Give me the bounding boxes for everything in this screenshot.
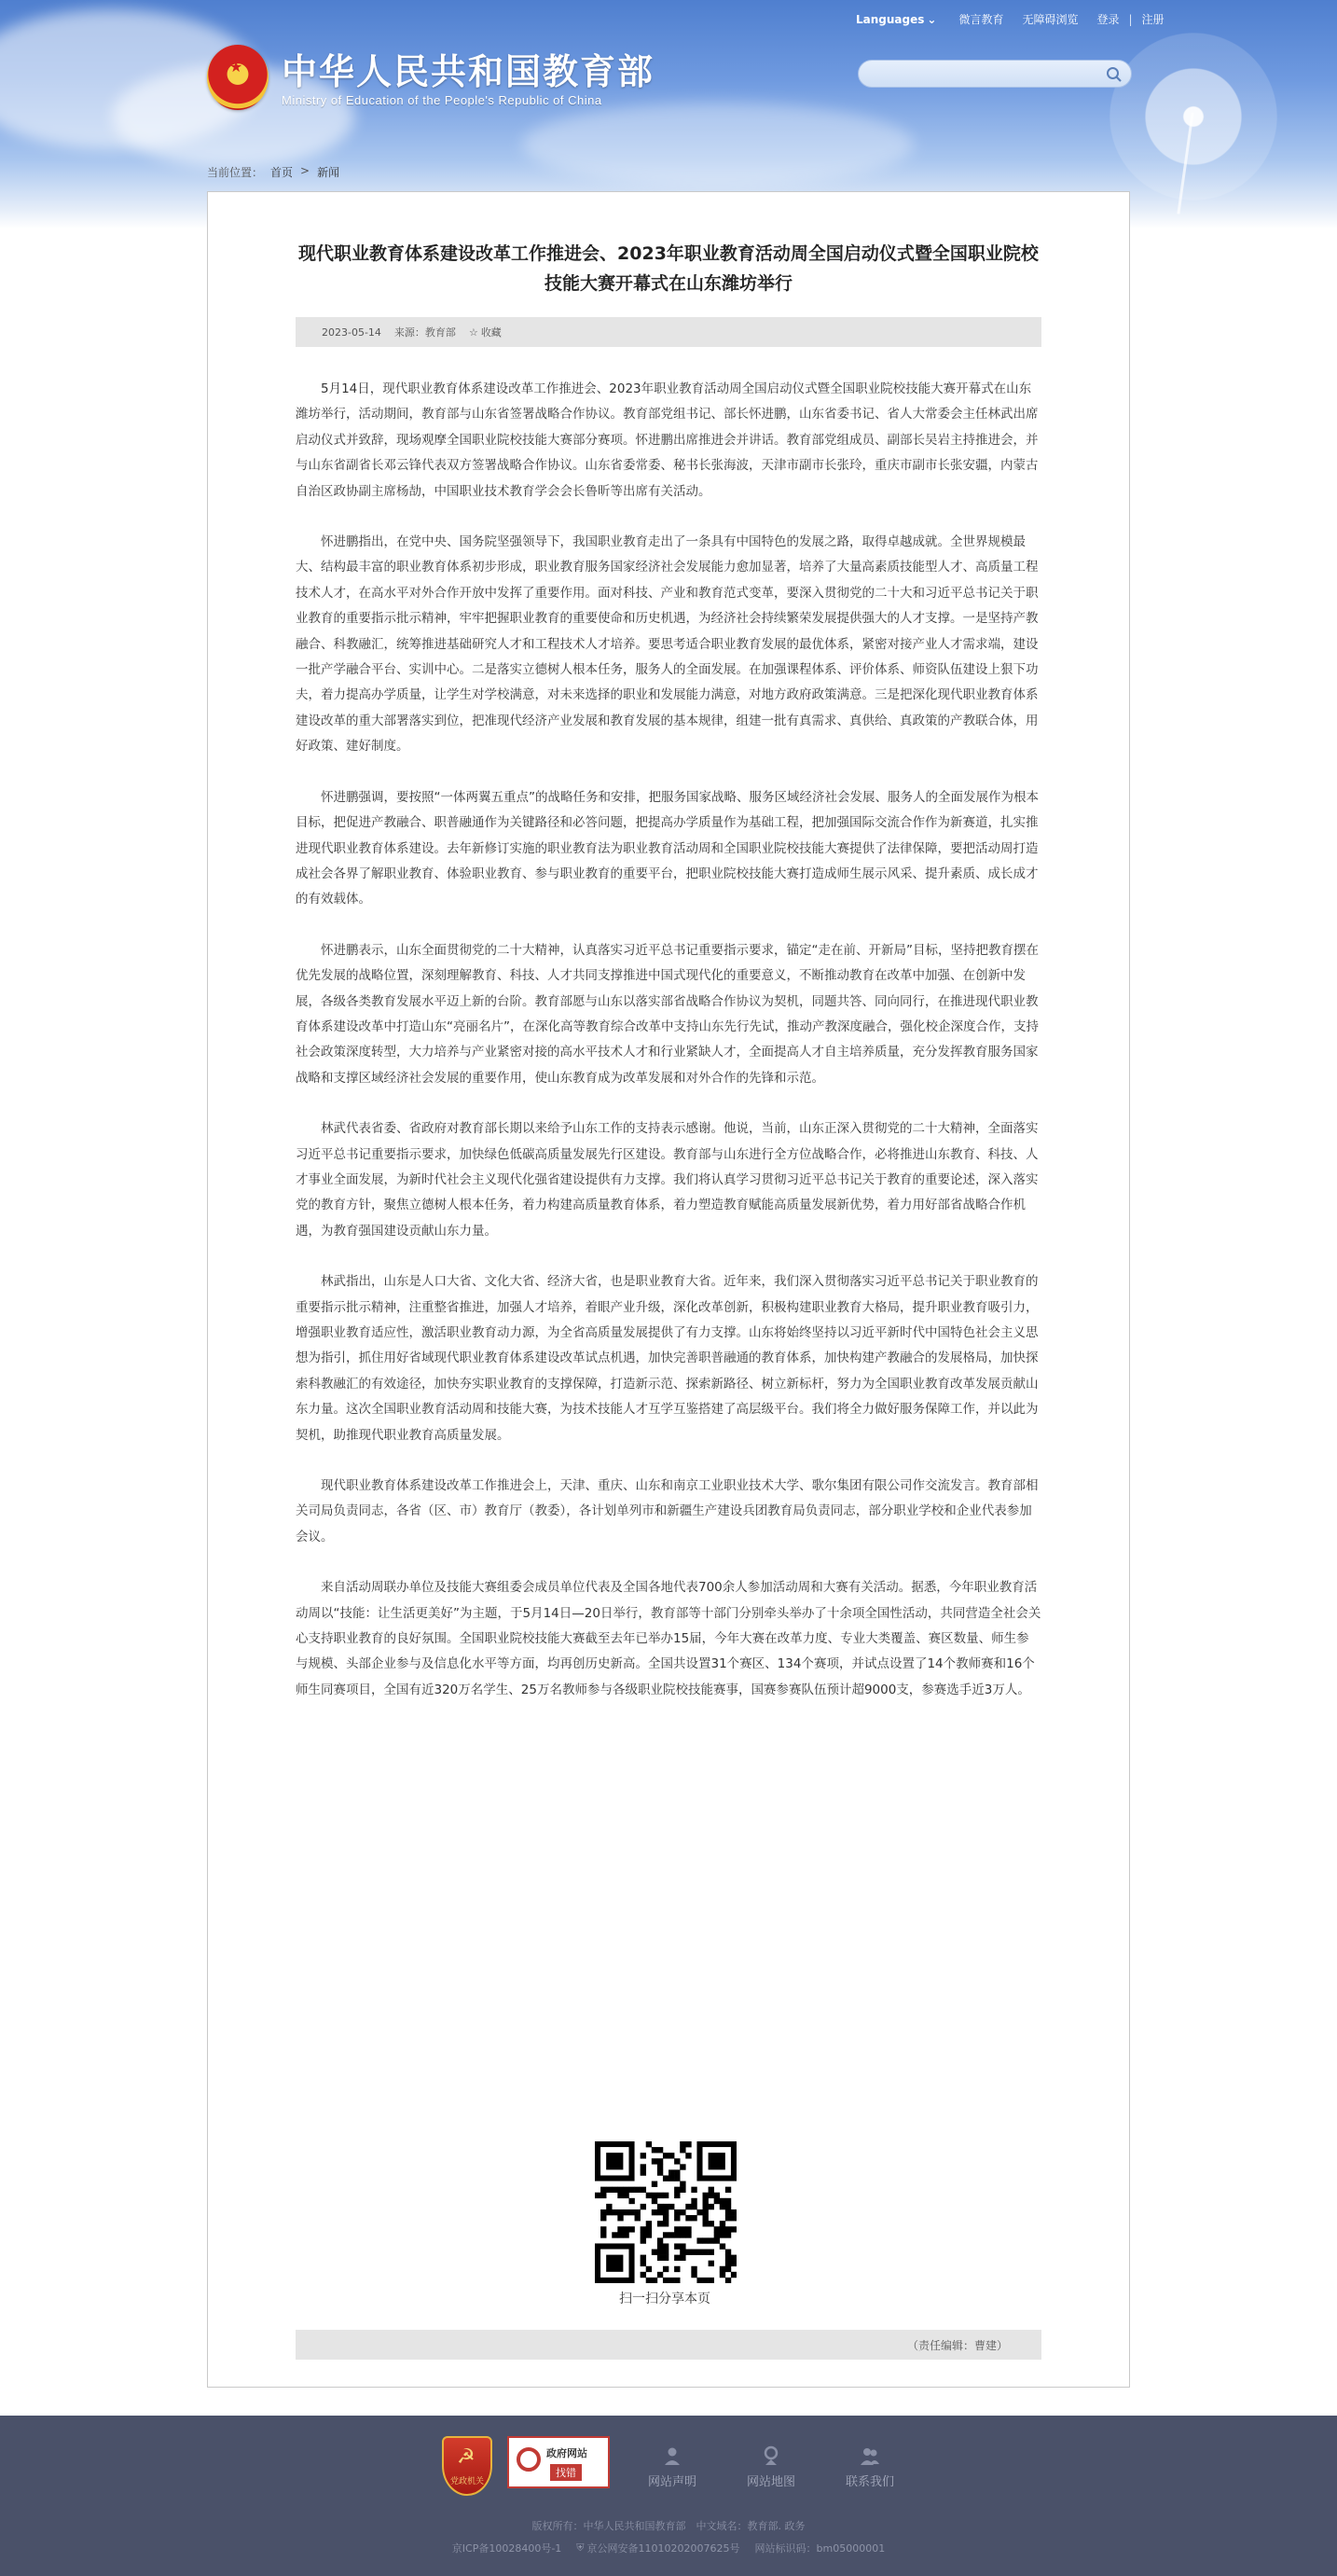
nav-separator: | <box>1128 12 1133 26</box>
article-paragraph: 来自活动周联办单位及技能大赛组委会成员单位代表及全国各地代表700余人参加活动周和大赛有关活动。据悉，今年职业教育活动周以“技能：让生活更美好”为主题，于5月14日—20日举行，教育部等十部门分别牵头举办了十余项全国性活动，共同营造全社会关心支持职业教育的良好氛围。全国职业院校技能大赛截至去年已举办15届，今年大赛在改革力度、专业大类覆盖、赛区数量、师生参与规模、头部企业参与及信息化水平等方面，均再创历史新高。全国共设置31个赛区、134个赛项，并试点设置了14个教师赛和16个师生同赛项目，全国有近320万名学生、25万名教师参与各级职业院校技能赛事，国赛参赛队伍预计超9000支，参赛选手近3万人。 <box>296 1580 1041 1697</box>
article-paragraph: 林武代表省委、省政府对教育部长期以来给予山东工作的支持表示感谢。他说，当前，山东正深入贯彻党的二十大精神，全面落实习近平总书记重要指示要求，加快绿色低碳高质量发展先行区建设。教育部与山东进行全方位战略合作，必将推进山东教育、科技、人才事业全面发展，为新时代社会主义现代化强省建设提供有力支撑。我们将认真学习贯彻习近平总书记关于教育的重要论述，深入落实党的教育方针，聚焦立德树人根本任务，着力构建高质量教育体系，着力塑造教育赋能高质量发展新优势，着力用好部省战略合作机遇，为教育强国建设贡献山东力量。 <box>296 1121 1039 1239</box>
languages-label: Languages <box>856 12 925 26</box>
contact-us-link[interactable] <box>820 2436 919 2489</box>
site-subtitle: Ministry of Education of the People's Republic of China <box>282 93 602 107</box>
map-pin-icon <box>761 2445 781 2466</box>
responsible-editor: （责任编辑：曹建） <box>906 2338 1008 2352</box>
police-record-label: 京公网安备11010202007625号 <box>586 2542 740 2555</box>
article-body <box>296 377 1041 1728</box>
site-statement-label: 网站声明 <box>647 2475 696 2489</box>
article-paragraph: 怀进鹏指出，在党中央、国务院坚强领导下，我国职业教育走出了一条具有中国特色的发展之路，取得卓越成就。全世界规模最大、结构最丰富的职业教育体系初步形成，职业教育服务国家经济社会发展能力愈加显著，培养了大量高素质技能型人才、高质量工程技术人才，在高水平对外合作开放中发挥了重要作用。面对科技、产业和教育范式变革，要深入贯彻党的二十大和习近平总书记关于职业教育的重要指示批示精神，牢牢把握职业教育的重要使命和历史机遇，为经济社会持续繁荣发展提供强大的人才支撑。一是坚持产教融合、科教融汇，统筹推进基础研究人才和工程技术人才培养。要思考适合职业教育发展的最优体系，紧密对接产业人才需求端，建设一批产学融合平台、实训中心。二是落实立德树人根本任务，服务人的全面发展。在加强课程体系、评价体系、师资队伍建设上狠下功夫，着力提高办学质量，让学生对学校满意，对未来选择的职业和发展能力满意，对地方政府政策满意。三是把深化现代职业教育体系建设改革的重大部署落实到位，把准现代经济产业发展和教育发展的基本规律，组建一批有真需求、真供给、真政策的产教联合体，用好政策、建好制度。 <box>296 534 1039 755</box>
publish-date: 2023-05-14 <box>322 325 381 339</box>
star-icon: ☆ <box>468 325 478 339</box>
search-box <box>858 60 1132 88</box>
site-map-link[interactable] <box>722 2436 820 2489</box>
site-statement-link[interactable] <box>623 2436 722 2489</box>
party-government-badge[interactable] <box>442 2436 492 2496</box>
police-badge-icon: ⛨ <box>576 2541 585 2554</box>
footer <box>0 2416 1337 2576</box>
contact-icon <box>860 2445 880 2466</box>
article-meta-bar <box>296 317 1041 347</box>
registration-info <box>0 2541 1337 2555</box>
qr-caption: 扫一扫分享本页 <box>619 2292 710 2306</box>
site-map-label: 网站地图 <box>746 2475 795 2489</box>
article-title: 现代职业教育体系建设改革工作推进会、2023年职业教育活动周全国启动仪式暨全国职业院校技能大赛开幕式在山东潍坊举行 <box>298 243 1039 294</box>
editor-bar <box>296 2330 1041 2360</box>
top-navigation <box>856 11 1174 27</box>
favorite-label: 收藏 <box>480 326 502 339</box>
contact-us-label: 联系我们 <box>845 2475 894 2489</box>
register-link[interactable]: 注册 <box>1141 13 1165 26</box>
gov-badge-action: 找错 <box>550 2464 582 2481</box>
article-paragraph: 怀进鹏表示，山东全面贯彻党的二十大精神，认真落实习近平总书记重要指示要求，锚定“走在前、开新局”目标，坚持把教育摆在优先发展的战略位置，深刻理解教育、科技、人才共同支撑推进中国式现代化的重要意义，不断推动教育在改革中加强、在创新中发展，各级各类教育发展水平迈上新的台阶。教育部愿与山东以落实部省战略合作协议为契机，同题共答、同向同行，在推进现代职业教育体系建设改革中打造山东“亮丽名片”，在深化高等教育综合改革中支持山东先行先试，推动产教深度融合，强化校企深度合作，支持社会政策深度转型，大力培养与产业紧密对接的高水平技术人才和行业紧缺人才，全面提高人才自主培养质量，充分发挥教育服务国家战略和支撑区域经济社会发展的重要作用，使山东教育成为改革发展和对外合作的先锋和示范。 <box>296 942 1039 1086</box>
article-paragraph: 5月14日，现代职业教育体系建设改革工作推进会、2023年职业教育活动周全国启动仪式暨全国职业院校技能大赛开幕式在山东潍坊举行，活动期间，教育部与山东省签署战略合作协议。教育部党组书记、部长怀进鹏，山东省委书记、省人大常委会主任林武出席启动仪式并致辞，现场观摩全国职业院校技能大赛部分赛项。怀进鹏出席推进会并讲话。教育部党组成员、副部长吴岩主持推进会，并与山东省副省长邓云锋代表双方签署战略合作协议。山东省委常委、秘书长张海波，天津市副市长张玲，重庆市副市长张安疆，内蒙古自治区政协副主席杨劼，中国职业技术教育学会会长鲁昕等出席有关活动。 <box>296 381 1039 499</box>
article-source: 来源：教育部 <box>393 326 456 339</box>
footer-badges <box>442 2436 919 2496</box>
login-link[interactable]: 登录 <box>1096 13 1120 26</box>
article-container <box>207 191 1130 2388</box>
copyright-text: 版权所有：中华人民共和国教育部 中文域名：教育部. 政务 <box>531 2520 806 2532</box>
search-input[interactable] <box>872 65 1096 82</box>
police-record[interactable] <box>576 2541 739 2555</box>
article-paragraph: 现代职业教育体系建设改革工作推进会上，天津、重庆、山东和南京工业职业技术大学、歌尔集团有限公司作交流发言。教育部相关司局负责同志，各省（区、市）教育厅（教委），各计划单列市和新疆生产建设兵团教育局负责同志，部分职业学校和企业代表参加会议。 <box>296 1478 1039 1544</box>
favorite-button[interactable] <box>469 325 502 339</box>
cloud-decoration <box>522 103 914 187</box>
national-emblem-icon <box>207 45 269 110</box>
languages-dropdown[interactable] <box>856 13 936 26</box>
gov-badge-title: 政府网站 <box>546 2447 587 2459</box>
breadcrumb <box>207 164 339 180</box>
site-title[interactable]: 中华人民共和国教育部 <box>282 50 655 92</box>
weiyan-education-link[interactable]: 微言教育 <box>958 13 1004 26</box>
party-badge-label: ☭ 党政机关 <box>449 2477 484 2486</box>
site-code: 网站标识码：bm05000001 <box>754 2542 886 2555</box>
user-icon <box>662 2445 682 2466</box>
breadcrumb-separator: > <box>300 164 310 177</box>
gov-error-report-badge[interactable] <box>507 2436 610 2488</box>
breadcrumb-home[interactable]: 首页 <box>270 166 294 179</box>
breadcrumb-news[interactable]: 新闻 <box>317 166 340 179</box>
magnifier-icon <box>517 2447 541 2472</box>
icp-link[interactable]: 京ICP备10028400号-1 <box>451 2542 562 2555</box>
search-icon[interactable] <box>1105 65 1123 84</box>
article-paragraph: 怀进鹏强调，要按照“一体两翼五重点”的战略任务和安排，把服务国家战略、服务区域经济社会发展、服务人的全面发展作为根本目标，把促进产教融合、职普融通作为关键路径和必答问题，把提高办学质量作为基础工程，把加强国际交流合作作为新赛道，扎实推进现代职业教育体系建设。去年新修订实施的职业教育法为职业教育活动周和全国职业院校技能大赛提供了法律保障，要把活动周打造成社会各界了解职业教育、体验职业教育、参与职业教育的重要平台，把职业院校技能大赛打造成师生展示风采、提升素质、成长成才的有效载体。 <box>296 789 1039 907</box>
share-qr-code <box>595 2141 737 2283</box>
chevron-down-icon: ⌄ <box>927 12 937 26</box>
accessibility-link[interactable]: 无障碍浏览 <box>1022 13 1079 26</box>
article-paragraph: 林武指出，山东是人口大省、文化大省、经济大省，也是职业教育大省。近年来，我们深入贯彻落实习近平总书记关于职业教育的重要指示批示精神，注重整省推进，加强人才培养，着眼产业升级，深化改革创新，积极构建职业教育大格局，提升职业教育吸引力，增强职业教育适应性，激活职业教育动力源，为全省高质量发展提供了有力支撑。山东将始终坚持以习近平新时代中国特色社会主义思想为指引，抓住用好省域现代职业教育体系建设改革试点机遇，加快完善职普融通的教育体系，加快构建产教融合的发展格局，加快探索科教融汇的有效途径，加快夯实职业教育的支撑保障，打造新示范、探索新路径、树立新标杆，努力为全国职业教育改革发展贡献山东力量。这次全国职业教育活动周和技能大赛，为技术技能人才互学互鉴搭建了高层级平台。我们将全力做好服务保障工作，并以此为契机，助推现代职业教育高质量发展。 <box>296 1274 1039 1443</box>
breadcrumb-label: 当前位置： <box>207 166 264 179</box>
